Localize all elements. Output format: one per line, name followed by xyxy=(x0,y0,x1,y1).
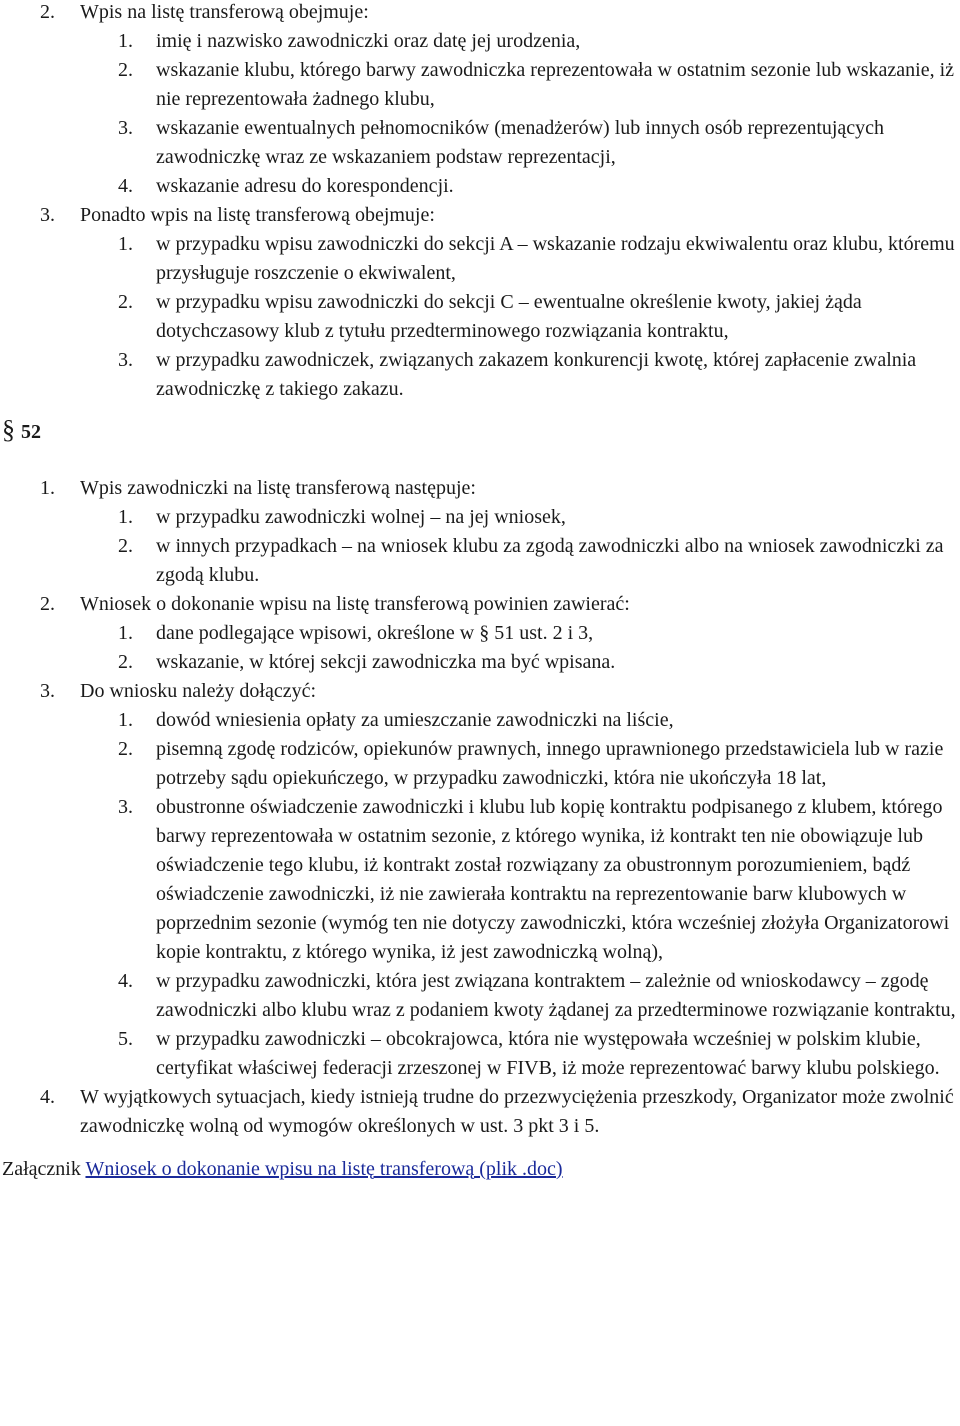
item-text: Wpis zawodniczki na listę transferową następuje: xyxy=(80,477,476,499)
section-symbol: § xyxy=(2,415,15,444)
spacer xyxy=(0,452,960,474)
sub-list-item xyxy=(0,346,960,404)
sub-item-number: 2. xyxy=(118,738,133,760)
sub-list-item xyxy=(0,793,960,967)
list-item xyxy=(0,590,960,619)
list-item xyxy=(0,677,960,706)
sub-item-number: 4. xyxy=(118,970,133,992)
sub-item-number: 1. xyxy=(118,622,133,644)
item-number: 2. xyxy=(40,593,55,615)
item-text: W wyjątkowych sytuacjach, kiedy istnieją trudne do przezwyciężenia przeszkody, Organizator może zwolnić zawodniczkę wolną od wymogów określonych w ust. 3 pkt 3 i 5. xyxy=(80,1086,954,1137)
top-list xyxy=(0,0,960,404)
sub-item-text: obustronne oświadczenie zawodniczki i klubu lub kopię kontraktu podpisanego z klubem, którego barwy reprezentowała w ostatnim sezonie, z którego wynika, iż kontrakt ten nie obowiązuje lub oświadczenie tego klubu, iż kontrakt został rozwiązany za obustronnym porozumieniem, bądź oświadczenie zawodniczki, iż nie zawierała kontraktu na reprezentowanie barw klubowych w poprzednim sezonie (wymóg ten nie dotyczy zawodniczki, która wcześniej złożyła Organizatorowi kopie kontraktu, z którego wynika, iż jest zawodniczką wolną), xyxy=(156,796,950,963)
item-text: Wpis na listę transferową obejmuje: xyxy=(80,1,369,23)
list-item xyxy=(0,1083,960,1141)
sub-item-number: 3. xyxy=(118,117,133,139)
sub-item-number: 1. xyxy=(118,506,133,528)
sub-item-number: 1. xyxy=(118,709,133,731)
sub-item-text: w przypadku zawodniczek, związanych zakazem konkurencji kwotę, której zapłacenie zwalnia zawodniczkę z takiego zakazu. xyxy=(156,349,917,400)
sub-item-number: 2. xyxy=(118,535,133,557)
sub-item-text: dane podlegające wpisowi, określone w § 51 ust. 2 i 3, xyxy=(156,622,594,644)
sub-item-text: wskazanie klubu, którego barwy zawodniczka reprezentowała w ostatnim sezonie lub wskazanie, iż nie reprezentowała żadnego klubu, xyxy=(156,59,955,110)
item-text: Do wniosku należy dołączyć: xyxy=(80,680,317,702)
sub-list-item xyxy=(0,735,960,793)
sub-item-text: w innych przypadkach – na wniosek klubu za zgodą zawodniczki albo na wniosek zawodniczki za zgodą klubu. xyxy=(156,535,944,586)
sub-list-item xyxy=(0,503,960,532)
item-number: 2. xyxy=(40,1,55,23)
sub-item-text: wskazanie adresu do korespondencji. xyxy=(156,175,454,197)
sub-list-item xyxy=(0,230,960,288)
sub-item-number: 1. xyxy=(118,30,133,52)
item-text: Ponadto wpis na listę transferową obejmuje: xyxy=(80,204,435,226)
sub-item-number: 1. xyxy=(118,233,133,255)
sub-list-item xyxy=(0,56,960,114)
sub-list-item xyxy=(0,706,960,735)
sub-item-text: wskazanie ewentualnych pełnomocników (menadżerów) lub innych osób reprezentujących zawodniczkę wraz ze wskazaniem podstaw reprezentacji, xyxy=(156,117,885,168)
attachment-line xyxy=(0,1155,960,1184)
section-number: 52 xyxy=(21,421,41,443)
sub-list-item xyxy=(0,532,960,590)
sub-item-text: imię i nazwisko zawodniczki oraz datę jej urodzenia, xyxy=(156,30,581,52)
sub-item-number: 3. xyxy=(118,349,133,371)
sub-list-item xyxy=(0,1025,960,1083)
section-heading xyxy=(0,408,960,452)
item-number: 4. xyxy=(40,1086,55,1108)
sub-item-text: w przypadku zawodniczki, która jest związana kontraktem – zależnie od wnioskodawcy – zgodę zawodniczki albo klubu wraz z podaniem kwoty żądanej za przedterminowe rozwiązanie kontraktu, xyxy=(156,970,956,1021)
sub-list-item xyxy=(0,114,960,172)
sub-list-item xyxy=(0,967,960,1025)
sub-item-text: w przypadku zawodniczki – obcokrajowca, która nie występowała wcześniej w polskim klubie, certyfikat właściwej federacji zrzeszonej w FIVB, iż może reprezentować barwy klubu polskiego. xyxy=(156,1028,940,1079)
list-item xyxy=(0,0,960,27)
item-number: 3. xyxy=(40,204,55,226)
sub-item-text: wskazanie, w której sekcji zawodniczka ma być wpisana. xyxy=(156,651,616,673)
sub-list-item xyxy=(0,648,960,677)
attachment-link[interactable]: Wniosek o dokonanie wpisu na listę transferową (plik .doc) xyxy=(85,1158,563,1180)
sub-item-number: 2. xyxy=(118,651,133,673)
sub-item-text: pisemną zgodę rodziców, opiekunów prawnych, innego uprawnionego przedstawiciela lub w razie potrzeby sądu opiekuńczego, w przypadku zawodniczki, która nie ukończyła 18 lat, xyxy=(156,738,944,789)
sub-item-text: w przypadku wpisu zawodniczki do sekcji C – ewentualne określenie kwoty, jakiej żąda dotychczasowy klub z tytułu przedterminowego rozwiązania kontraktu, xyxy=(156,291,862,342)
sub-list-item xyxy=(0,619,960,648)
main-list xyxy=(0,474,960,1141)
list-item xyxy=(0,474,960,503)
sub-list-item xyxy=(0,172,960,201)
item-text: Wniosek o dokonanie wpisu na listę transferową powinien zawierać: xyxy=(80,593,630,615)
attachment-label: Załącznik xyxy=(2,1158,81,1180)
item-number: 1. xyxy=(40,477,55,499)
sub-item-number: 2. xyxy=(118,59,133,81)
sub-list-item xyxy=(0,27,960,56)
sub-item-text: dowód wniesienia opłaty za umieszczanie zawodniczki na liście, xyxy=(156,709,674,731)
sub-item-number: 5. xyxy=(118,1028,133,1050)
sub-item-number: 4. xyxy=(118,175,133,197)
list-item xyxy=(0,201,960,230)
sub-item-number: 3. xyxy=(118,796,133,818)
sub-list-item xyxy=(0,288,960,346)
sub-item-text: w przypadku zawodniczki wolnej – na jej wniosek, xyxy=(156,506,566,528)
sub-item-number: 2. xyxy=(118,291,133,313)
item-number: 3. xyxy=(40,680,55,702)
sub-item-text: w przypadku wpisu zawodniczki do sekcji A – wskazanie rodzaju ekwiwalentu oraz klubu, któremu przysługuje roszczenie o ekwiwalent, xyxy=(156,233,955,284)
